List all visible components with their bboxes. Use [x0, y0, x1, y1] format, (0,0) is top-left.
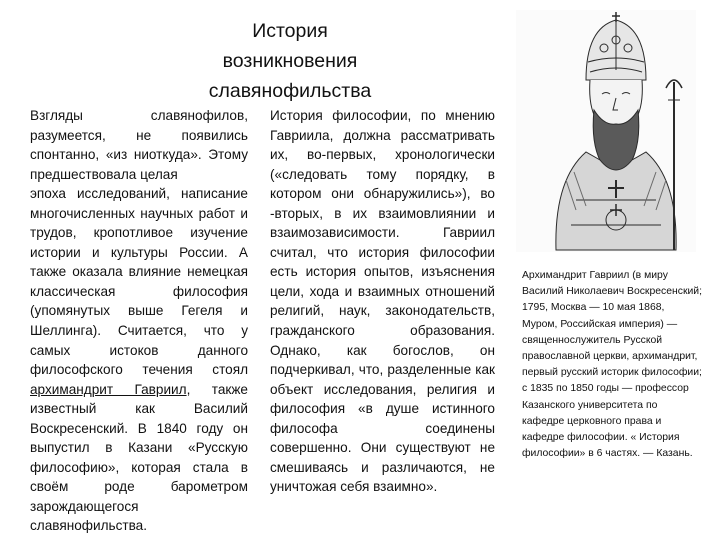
title-line: История — [252, 20, 328, 42]
paragraph: Взгляды славянофилов, разумеется, не появились спонтанно, «из ниоткуда». Этому предшествовала целая — [30, 108, 248, 182]
engraved-portrait-image — [516, 10, 696, 252]
paragraph: История философии, по мнению Гавриила, должна рассматривать их, во-первых, хронологически («следовать тому порядку, в котором они обнаружились»), во -вторых, в их взаимовлиянии и взаимозависимости. Гавриил считал, что история философии есть история опытов, изъяснения цели, хода и взаимных отношений религий, наук, законодательств, гражданского образования. Однако, как богослов, он подчеркивал, что, разделенные как объект исследования, религия и философия «в душе истинного философа соединены совершенно. Они существуют не смешиваясь и различаются, не уничтожая себя взаимно». — [270, 108, 495, 495]
paragraph — [30, 184, 248, 536]
paragraph-text: эпоха исследований, написание многочисленных научных работ и трудов, кропотливое изучение истории и культуры России. А также оказала влияние немецкая классическая философия (упомянутых выше Гегеля и Шеллинга). Считается, что у самых истоков данного философского течения стоял — [30, 186, 248, 378]
title-line: возникновения — [222, 50, 358, 72]
paragraph-text: , также известный как Василий Воскресенский. В 1840 году он выпустил в Казани «Русскую философию», которая стала в своём роде барометром зарождающегося славянофильства. — [30, 381, 248, 534]
archimandrite-gavriil-link[interactable]: архимандрит Гавриил — [30, 381, 187, 397]
portrait-caption: Архимандрит Гавриил (в миру Василий Николаевич Воскресенский; 1795, Москва — 10 мая 1868, Муром, Российская империя) — священнослужитель Русской православной церкви, архимандрит, первый русский историк философии; с 1835 по 1850 годы — профессор Казанского университета по кафедре церковного права и кафедре философии. « История философии» в 6 частях. — Казань. — [522, 270, 702, 460]
page-title — [160, 16, 420, 106]
left-text-column — [30, 106, 248, 536]
portrait-image — [516, 10, 696, 252]
middle-text-column — [270, 106, 495, 497]
title-line: славянофильства — [208, 80, 372, 102]
